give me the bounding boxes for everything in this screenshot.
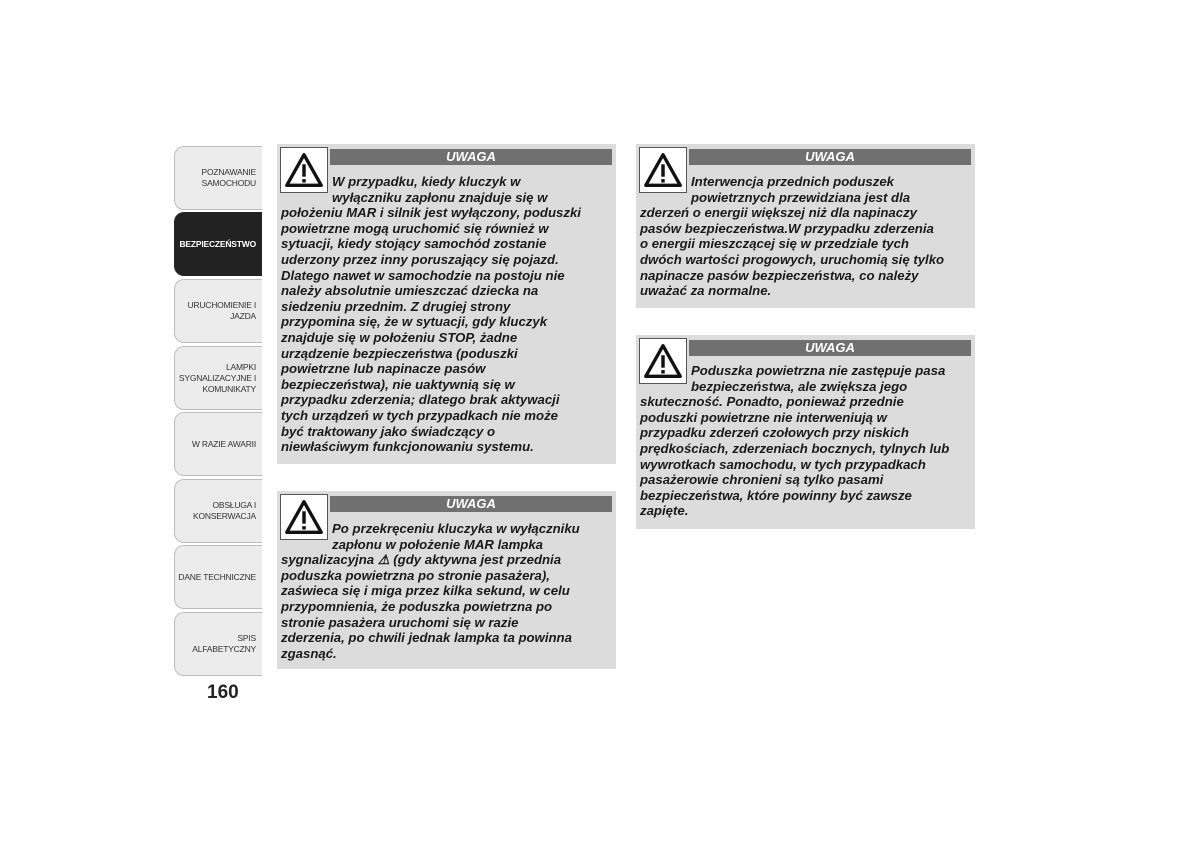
text-line: dwóch wartości progowych, uruchomią się tylko [640,251,945,267]
warning-text [281,174,581,455]
tab-label: BEZPIECZEŃSTWO [179,238,256,249]
tab-label: OBSŁUGA I KONSERWACJA [193,500,256,521]
text-line: zapięte. [640,503,689,519]
text-line: zaświeca się i miga przez kilka sekund, w celu [281,583,570,599]
tab-w-razie-awarii[interactable] [174,412,262,476]
tab-label: W RAZIE AWARII [191,438,256,449]
warning-box [636,335,975,529]
text-line: poduszka powietrzna po stronie pasażera), [281,567,550,583]
text-line: przypadku zderzeń czołowych przy niskich [640,425,909,441]
text-line: Dlatego nawet w samochodzie na postoju nie [281,267,565,283]
warning-title: UWAGA [330,496,612,512]
text-line: Po przekręceniu kluczyka w wyłączniku [332,521,580,536]
warning-box [636,144,975,308]
tab-label: SPIS ALFABETYCZNY [192,633,256,654]
page-number: 160 [207,682,239,703]
warning-text [281,521,580,661]
text-line: powietrzne lub napinacze pasów [281,361,486,377]
text-line: uważać za normalne. [640,283,772,299]
text-line: sygnalizacyjna ⚠ (gdy aktywna jest przednia [281,552,562,568]
tab-label: DANE TECHNICZNE [178,571,256,582]
text-line: siedzeniu przednim. Z drugiej strony [281,298,511,314]
text-line: powietrznych przewidziana jest dla [691,189,911,205]
text-line: pasażerowie chronieni są tylko pasami [640,472,884,488]
warning-box [277,491,616,669]
text-line: tych urządzeń w tych przypadkach nie może [281,407,559,423]
text-line: bezpieczeństwa, ale zwiększa jego [691,378,908,394]
text-line: położeniu MAR i silnik jest wyłączony, poduszki [281,205,581,221]
text-line: bezpieczeństwa, które powinny być zawsze [640,487,912,503]
tab-uruchomienie-i-jazda[interactable] [174,279,262,343]
warning-text [640,363,949,519]
text-line: o energii mieszczącej się w przedziale tych [640,236,909,252]
tab-spis-alfabetyczny[interactable] [174,612,262,676]
text-line: zderzenia, po chwili jednak lampka ta powinna [281,630,572,646]
text-line: bezpieczeństwa), nie uaktywnią się w [281,376,515,392]
text-line: przypadku zderzenia; dlatego brak aktywacji [281,392,560,408]
warning-title: UWAGA [330,149,612,165]
warning-box [277,144,616,464]
text-line: wywrotkach samochodu, w tych przypadkach [640,456,926,472]
tab-label: LAMPKI SYGNALIZACYJNE I KOMUNIKATY [178,361,256,394]
warning-title: UWAGA [689,340,971,356]
text-line: znajduje się w położeniu STOP, żadne [281,329,518,345]
text-line: zderzeń o energii większej niż dla napinaczy [640,205,918,221]
tab-dane-techniczne[interactable] [174,545,262,609]
text-line: sytuacji, kiedy stojący samochód zostanie [281,236,547,252]
tab-obsluga-i-konserwacja[interactable] [174,479,262,543]
text-line: należy absolutnie umieszczać dziecka na [281,283,539,299]
tab-bezpieczenstwo[interactable] [174,212,262,276]
text-line: przypomina się, że w sytuacji, gdy kluczyk [281,314,548,330]
text-line: urządzenie bezpieczeństwa (poduszki [281,345,518,361]
text-line: zapłonu w położenie MAR lampka [332,536,544,552]
warning-text [640,174,944,299]
text-line: poduszki powietrzne nie interweniują w [640,409,887,425]
text-line: skuteczność. Ponadto, ponieważ przednie [640,394,904,410]
text-line: pasów bezpieczeństwa.W przypadku zderzenia [640,220,934,236]
text-line: napinacze pasów bezpieczeństwa, co należy [640,267,919,283]
text-line: być traktowany jako świadczący o [281,423,496,439]
text-line: Poduszka powietrzna nie zastępuje pasa [691,363,946,378]
text-line: niewłaściwym funkcjonowaniu systemu. [281,439,534,455]
text-line: Interwencja przednich poduszek [691,174,894,189]
text-line: przypomnienia, że poduszka powietrzna po [281,598,553,614]
text-line: wyłączniku zapłonu znajduje się w [332,189,548,205]
text-line: prędkościach, zderzeniach bocznych, tylnych lub [640,440,950,456]
tab-label: POZNAWANIE SAMOCHODU [201,167,256,188]
text-line: W przypadku, kiedy kluczyk w [332,174,521,189]
tab-poznawanie-samochodu[interactable] [174,146,262,210]
tab-lampki-sygnalizacyjne[interactable] [174,346,262,410]
tab-label: URUCHOMIENIE I JAZDA [187,300,256,321]
text-line: zgasnąć. [281,645,337,661]
text-line: powietrzne mogą uruchomić się również w [281,220,549,236]
text-line: uderzony przez inny poruszający się pojazd. [281,251,559,267]
text-line: stronie pasażera uruchomi się w razie [281,614,519,630]
warning-title: UWAGA [689,149,971,165]
